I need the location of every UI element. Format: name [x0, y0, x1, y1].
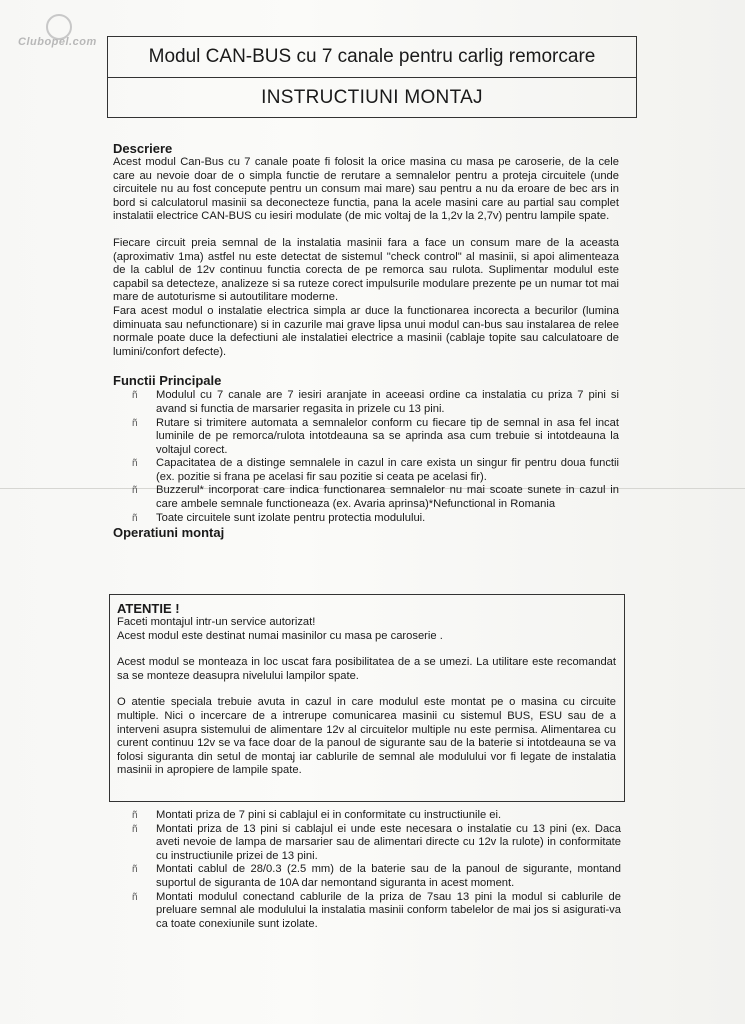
bullet-icon: ñ: [132, 891, 138, 903]
steps-section: [113, 808, 621, 931]
list-item: ñ Modulul cu 7 canale are 7 iesiri aranjate in aceeasi ordine ca instalatia cu priza 7 pini si avand si functia de marsarier regasita in prizele cu 13 pini.: [132, 389, 619, 415]
list-item: ñ Capacitatea de a distinge semnalele in cazul in care exista un singur fir pentru doua functii (ex. pozitie si frana pe acelasi fir sau pozitie si ceata pe acelasi fir).: [132, 457, 619, 483]
attention-line: Faceti montajul intr-un service autorizat!: [117, 616, 316, 628]
attention-line: Acest modul este destinat numai masinilor cu masa pe caroserie .: [117, 629, 443, 642]
main-content: [113, 141, 619, 540]
bullet-icon: ñ: [132, 417, 138, 429]
paragraph: Fara acest modul o instalatie electrica simpla ar duce la functionarea incorecta a becurilor (lumina diminuata sau nefunctionare) si in cazurile mai grave lipsa unui modul can-bus sau instalarea de relee normale poate duce la defectiuni ale instalatiei electrice a masinii (cablaje topite sau calculatoare de lumini/confort defecte).: [113, 304, 619, 358]
attention-paragraph: O atentie speciala trebuie avuta in cazul in care modulul este montat pe o masina cu circuite multiple. Nici o incercare de a intrerupe comunicarea masinii cu sistemul BUS, ESU sau de a interveni asupra sistemului de alimentare 12v al circuitelor multiple nu este permisa. Alimentarea cu curent continuu 12v se va face doar de la panoul de sigurante sau de la baterie si intotdeauna se va folosi siguranta din setul de montaj iar cablurile de semnal ale modulului vor fi legate de instalatia masinii in apropiere de lampile spate.: [117, 696, 616, 777]
paragraph: Acest modul Can-Bus cu 7 canale poate fi folosit la orice masina cu masa pe caroserie, de la cele care au nevoie doar de o simpla functie de rerutare a semnalelor pentru a proteja circuitele (unde circuitele nu au fost concepute pentru un consum mai mare) sau pentru a nu da eroare de bec ars in bord si calculatorul masinii sa deconecteze functia, pana la acele masini care au partial sau complet instalatii electrice CAN-BUS cu iesiri modulate (de mic voltaj de la 1,2v la 2,7v) pentru lampile spate.: [113, 156, 619, 223]
functii-list: [113, 389, 619, 525]
list-item: ñ Rutare si trimitere automata a semnalelor conform cu fiecare tip de semnal in asa fel incat luminile de pe remorca/rulota intotdeauna sa se aprinda asa cum trebuie si intotdeauna la voltajul corect.: [132, 416, 619, 456]
attention-paragraph: Acest modul se monteaza in loc uscat fara posibilitatea de a se umezi. La utilitare este recomandat sa se monteze deasupra nivelului lampilor spate.: [117, 656, 616, 682]
list-item: ñ Buzzerul* incorporat care indica functionarea semnalelor nu mai scoate sunete in cazul in care ambele semnale functioneaza (ex. Avaria aprinsa)*Nefunctional in Romania: [132, 484, 619, 511]
bullet-icon: ñ: [132, 512, 138, 524]
list-item: ñ Montati cablul de 28/0.3 (2.5 mm) de la baterie sau de la panoul de sigurante, montand suportul de siguranta de 10A dar nemontand siguranta in acest moment.: [132, 863, 621, 889]
list-item: ñ Montati modulul conectand cablurile de la priza de 7sau 13 pini la modul si cablurile de preluare semnal ale modulului la instalatia masinii conform tabelelor de mai jos si asigurati-va ca toate conexiunile sunt izolate.: [132, 890, 621, 930]
section-heading-operatiuni: Operatiuni montaj: [113, 525, 225, 541]
steps-list: [113, 809, 621, 931]
watermark: Clubopel.com: [18, 36, 97, 48]
list-item: ñ Montati priza de 7 pini si cablajul ei in conformitate cu instructiunile ei.: [132, 809, 502, 821]
bullet-icon: ñ: [132, 485, 138, 497]
title-box: [107, 36, 637, 118]
attention-heading: ATENTIE !: [117, 601, 180, 616]
list-item: ñ Montati priza de 13 pini si cablajul ei unde este necesara o instalatie cu 13 pini (ex. Daca aveti nevoie de lampa de marsarier sau de alimentari directe cu 12v la rulote) in conformitate cu instructiunile prizei de 13 pini.: [132, 822, 621, 862]
document-subtitle: INSTRUCTIUNI MONTAJ: [261, 86, 483, 108]
bullet-icon: ñ: [132, 458, 138, 470]
paragraph: Fiecare circuit preia semnal de la instalatia masinii fara a face un consum mare de la aceasta (aproximativ 1ma) astfel nu este detectat de sistemul "check control" al masinii, si apoi alimenteaza de la cablul de 12v continuu functia corecta de pe remorca sau rulota. Suplimentar modulul este capabil sa detecteze, analizeze si sa ruteze corect impulsurile modulare prezente pe un numar tot mai mare de autoturisme si autoutilitare moderne.: [113, 236, 619, 304]
section-heading-descriere: Descriere: [113, 141, 173, 156]
bullet-icon: ñ: [132, 823, 138, 835]
bullet-icon: ñ: [132, 390, 138, 402]
list-item: ñ Toate circuitele sunt izolate pentru protectia modulului.: [132, 511, 426, 524]
attention-box: [109, 594, 625, 802]
document-title: Modul CAN-BUS cu 7 canale pentru carlig remorcare: [108, 37, 636, 78]
bullet-icon: ñ: [132, 864, 138, 876]
bullet-icon: ñ: [132, 810, 138, 821]
section-heading-functii: Functii Principale: [113, 373, 222, 389]
